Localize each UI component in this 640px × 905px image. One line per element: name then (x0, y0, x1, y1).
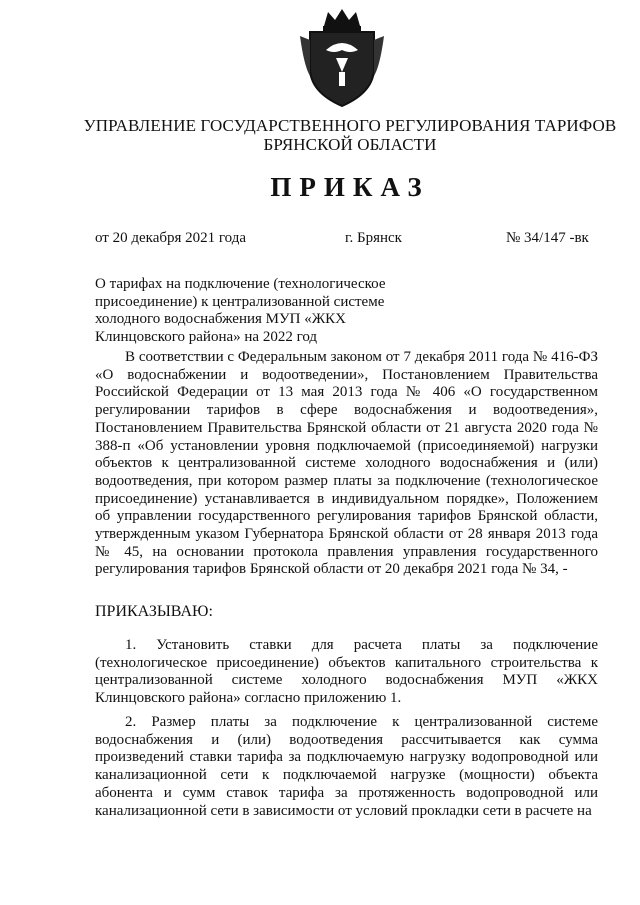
org-name-line-2: БРЯНСКОЙ ОБЛАСТИ (263, 135, 437, 154)
order-number: № 34/147 -вк (506, 230, 589, 246)
preamble-paragraph: В соответствии с Федеральным законом от 7 декабря 2011 года № 416-ФЗ «О водоснабжении и водоотведении», Постановлением Правительства Российской Федерации от 13 мая 2013 года № 406 «О государственном регулировании тарифов в сфере водоснабжения и водоотведения», Постановлением Правительства Брянской области от 21 августа 2020 года № 388-п «Об установлении уровня подключаемой (присоединяемой) нагрузки объектов к централизованной системе холодного водоснабжения и (или) водоотведения, при котором размер платы за подключение (технологическое присоединение) устанавливается в индивидуальном порядке», Положением об управлении государственного регулирования тарифов Брянской области, утвержденным указом Губернатора Брянской области от 28 января 2013 года № 45, на основании протокола правления управления государственного регулирования тарифов Брянской области от 20 декабря 2021 года № 34, - (95, 349, 598, 578)
order-city: г. Брянск (345, 230, 402, 246)
org-name-line-1: УПРАВЛЕНИЕ ГОСУДАРСТВЕННОГО РЕГУЛИРОВАНИЯ ТАРИФОВ (83, 116, 617, 135)
order-item-2: 2. Размер платы за подключение к централизованной системе водоснабжения и (или) водоотведения рассчитывается как сумма произведений ставки тарифа за подключаемую нагрузку водопроводной или канализационной сети к подключаемой нагрузке (мощности) объекта абонента и сумм ставок тарифа за протяженность водопроводной или канализационной сети в зависимости от условий прокладки сети в расчете на (95, 714, 598, 819)
document-type-title: ПРИКАЗ (270, 172, 430, 202)
order-subject: О тарифах на подключение (технологическое присоединение) к централизованной системе холодного водоснабжения МУП «ЖКХ Клинцовского района» на 2022 год (95, 276, 386, 345)
decree-word: ПРИКАЗЫВАЮ: (95, 603, 213, 620)
issuing-authority (60, 116, 640, 154)
order-date: от 20 декабря 2021 года (95, 230, 247, 246)
coat-of-arms-icon (296, 6, 388, 110)
order-item-1: 1. Установить ставки для расчета платы за подключение (технологическое присоединение) объектов капитального строительства к централизованной системе холодного водоснабжения МУП «ЖКХ Клинцовского района» согласно приложению 1. (95, 637, 598, 707)
